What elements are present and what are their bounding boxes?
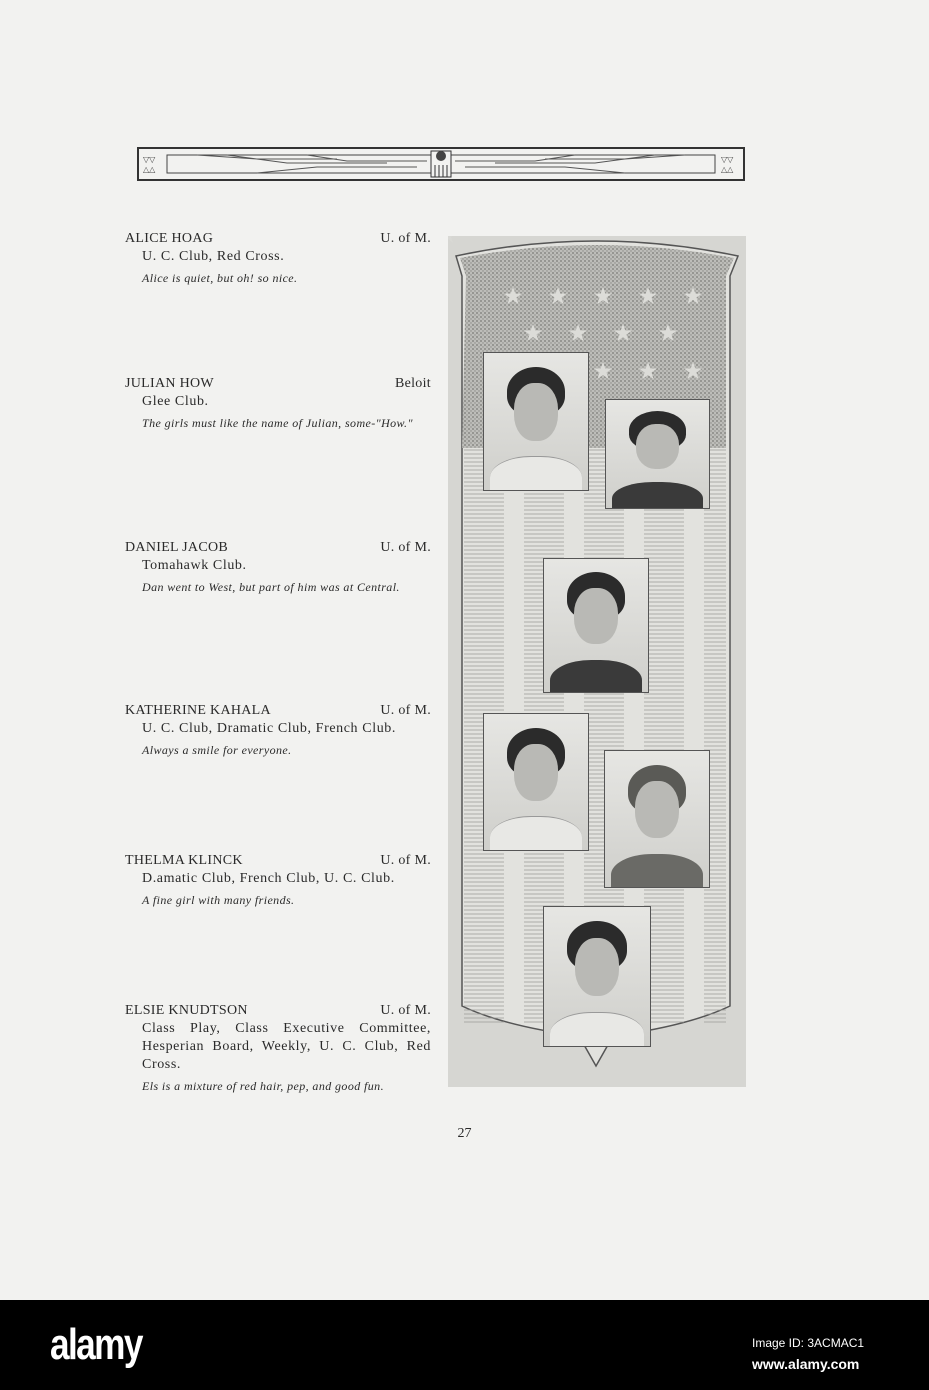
- student-name: KATHERINE KAHALA: [125, 703, 271, 718]
- college: U. of M.: [380, 231, 431, 246]
- alamy-logo: alamy: [50, 1320, 142, 1369]
- svg-text:▽▽: ▽▽: [721, 155, 734, 164]
- student-name: THELMA KLINCK: [125, 853, 243, 868]
- portrait-photo-1: [483, 352, 589, 491]
- website-url: www.alamy.com: [752, 1356, 860, 1372]
- student-name: DANIEL JACOB: [125, 540, 229, 555]
- quote: Alice is quiet, but oh! so nice.: [142, 271, 298, 285]
- portrait-photo-5: [604, 750, 710, 888]
- college: U. of M.: [380, 703, 431, 718]
- activities: U. C. Club, Red Cross.: [142, 249, 285, 264]
- portrait-photo-2: [605, 399, 710, 509]
- entry-elsie-knudtson: [125, 1002, 431, 1095]
- college: Beloit: [394, 376, 431, 391]
- entry-julian-how: [125, 375, 431, 432]
- student-name: ELSIE KNUDTSON: [125, 1003, 248, 1018]
- student-name: ALICE HOAG: [125, 231, 214, 246]
- entry-thelma-klinck: [125, 852, 431, 909]
- svg-text:△△: △△: [721, 165, 734, 174]
- activities: Tomahawk Club.: [142, 558, 247, 573]
- page-number: 27: [457, 1126, 472, 1141]
- college: U. of M.: [380, 540, 431, 555]
- photo-shield-panel: [448, 236, 746, 1087]
- college: U. of M.: [380, 1003, 431, 1018]
- portrait-photo-3: [543, 558, 649, 693]
- quote: Els is a mixture of red hair, pep, and good fun.: [142, 1079, 384, 1093]
- student-name: JULIAN HOW: [125, 376, 214, 391]
- portrait-photo-4: [483, 713, 589, 851]
- watermark-footer: [0, 1300, 929, 1390]
- quote: A fine girl with many friends.: [142, 893, 295, 907]
- activities: U. C. Club, Dramatic Club, French Club.: [142, 721, 396, 736]
- quote: Dan went to West, but part of him was at Central.: [142, 580, 400, 594]
- entry-alice-hoag: [125, 230, 431, 287]
- svg-text:△△: △△: [143, 165, 156, 174]
- image-id: Image ID: 3ACMAC1: [752, 1336, 865, 1350]
- entry-daniel-jacob: [125, 539, 431, 596]
- quote: The girls must like the name of Julian, some-"How.": [142, 416, 413, 430]
- activities: D.amatic Club, French Club, U. C. Club.: [142, 871, 395, 886]
- activities: Glee Club.: [142, 394, 209, 409]
- quote: Always a smile for everyone.: [142, 743, 292, 757]
- entry-katherine-kahala: [125, 702, 431, 759]
- portrait-photo-6: [543, 906, 651, 1047]
- college: U. of M.: [380, 853, 431, 868]
- activities: Class Play, Class Executive Committee, Hesperian Board, Weekly, U. C. Club, Red Cross.: [142, 1021, 431, 1072]
- header-ornament: [137, 147, 745, 181]
- svg-text:▽▽: ▽▽: [143, 155, 156, 164]
